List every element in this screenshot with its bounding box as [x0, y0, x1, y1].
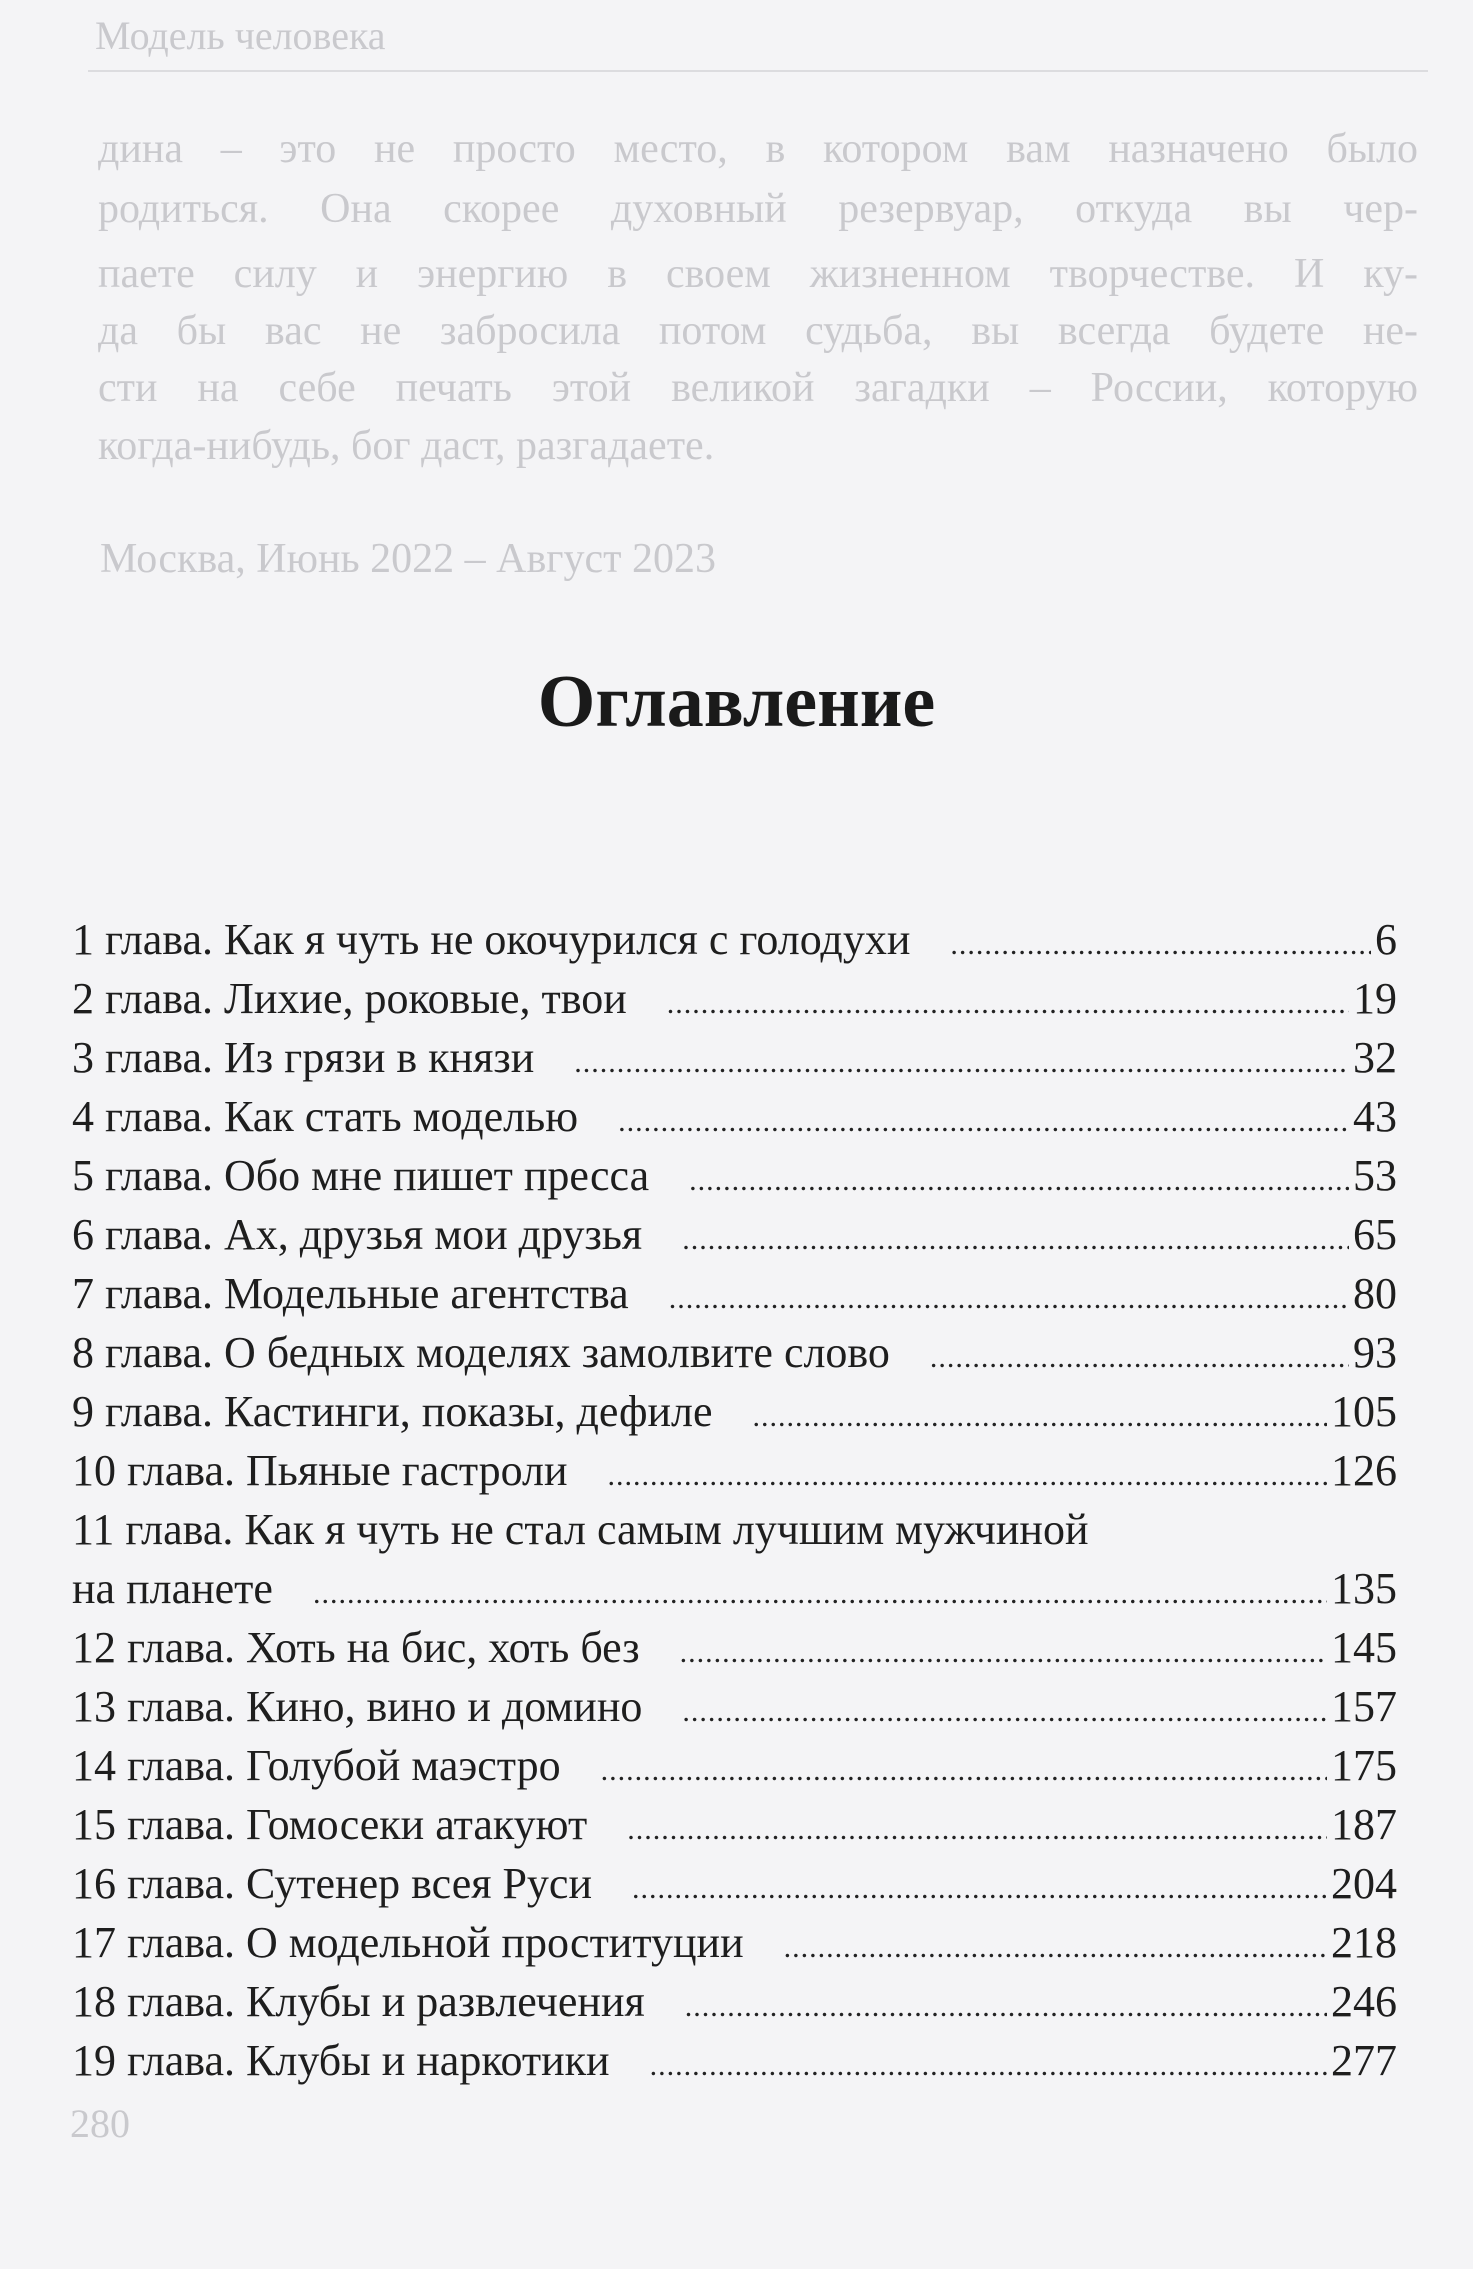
toc-page-number: 175 — [1331, 1741, 1397, 1790]
toc-entry-line — [72, 1500, 1397, 1559]
toc-entry-label: 17 глава. О модельной проституции — [72, 1918, 744, 1967]
toc-entry-label: 14 глава. Голубой маэстро — [72, 1741, 561, 1790]
toc-entry[interactable] — [72, 1323, 1397, 1382]
toc-entry-label: 8 глава. О бедных моделях замолвите слово — [72, 1328, 890, 1377]
dot-leader — [608, 1446, 1327, 1505]
toc-page-number: 187 — [1331, 1800, 1397, 1849]
dot-leader — [667, 974, 1349, 1033]
toc-entry-label: 5 глава. Обо мне пишет пресса — [72, 1151, 650, 1200]
bleed-running-header: Модель человека — [95, 13, 386, 58]
bleed-header-rule — [88, 70, 1428, 72]
bleed-line: да бы вас не забросила потом судьба, вы всегда будете не- — [98, 308, 1418, 354]
toc-entry-label: на планете — [72, 1564, 273, 1613]
dot-leader — [685, 1977, 1327, 2036]
toc-entry[interactable] — [72, 1972, 1397, 2031]
toc-entry[interactable] — [72, 1913, 1397, 1972]
toc-entry[interactable] — [72, 1264, 1397, 1323]
dot-leader — [313, 1564, 1327, 1623]
table-of-contents — [72, 910, 1397, 2090]
dot-leader — [689, 1151, 1349, 1210]
dot-leader — [574, 1033, 1349, 1092]
dot-leader — [682, 1210, 1349, 1269]
toc-entry-label: 3 глава. Из грязи в князи — [72, 1033, 535, 1082]
dot-leader — [650, 2036, 1327, 2095]
toc-page-number: 19 — [1353, 974, 1397, 1023]
dot-leader — [784, 1918, 1327, 1977]
toc-title: Оглавление — [537, 661, 936, 743]
toc-entry[interactable] — [72, 1559, 1397, 1618]
dot-leader — [680, 1623, 1327, 1682]
toc-page-number: 93 — [1353, 1328, 1397, 1377]
toc-entry-label: 12 глава. Хоть на бис, хоть без — [72, 1623, 640, 1672]
toc-entry[interactable] — [72, 1382, 1397, 1441]
toc-entry[interactable] — [72, 1087, 1397, 1146]
toc-page-number: 204 — [1331, 1859, 1397, 1908]
dot-leader — [632, 1859, 1327, 1918]
toc-page-number: 218 — [1331, 1918, 1397, 1967]
toc-entry[interactable] — [72, 1146, 1397, 1205]
toc-page-number: 126 — [1331, 1446, 1397, 1495]
bleed-line: сти на себе печать этой великой загадки – России, которую — [98, 365, 1418, 411]
toc-entry-label: 9 глава. Кастинги, показы, дефиле — [72, 1387, 713, 1436]
toc-page-number: 157 — [1331, 1682, 1397, 1731]
dot-leader — [753, 1387, 1328, 1446]
toc-entry[interactable] — [72, 969, 1397, 1028]
toc-entry-label: 2 глава. Лихие, роковые, твои — [72, 974, 627, 1023]
toc-page-number: 246 — [1331, 1977, 1397, 2026]
toc-entry-label: 16 глава. Сутенер всея Руси — [72, 1859, 593, 1908]
toc-page-number: 135 — [1331, 1564, 1397, 1613]
toc-page-number: 65 — [1353, 1210, 1397, 1259]
toc-entry-label: 6 глава. Ах, друзья мои друзья — [72, 1210, 643, 1259]
toc-entry-label: 7 глава. Модельные агентства — [72, 1269, 629, 1318]
toc-page-number: 80 — [1353, 1269, 1397, 1318]
dot-leader — [682, 1682, 1327, 1741]
dot-leader — [930, 1328, 1349, 1387]
toc-entry[interactable] — [72, 1736, 1397, 1795]
bleed-line: когда-нибудь, бог даст, разгадаете. — [98, 423, 715, 469]
toc-page-number: 53 — [1353, 1151, 1397, 1200]
dot-leader — [601, 1741, 1327, 1800]
bleed-line: дина – это не просто место, в котором вам назначено было — [98, 126, 1418, 172]
bleed-line: родиться. Она скорее духовный резервуар, откуда вы чер- — [98, 186, 1418, 232]
toc-entry[interactable] — [72, 910, 1397, 969]
toc-entry[interactable] — [72, 1205, 1397, 1264]
toc-entry[interactable] — [72, 1854, 1397, 1913]
bleed-date: Москва, Июнь 2022 – Август 2023 — [100, 536, 717, 582]
toc-entry[interactable] — [72, 2031, 1397, 2090]
toc-entry-label: 15 глава. Гомосеки атакуют — [72, 1800, 588, 1849]
dot-leader — [618, 1092, 1349, 1151]
bleed-page-number: 280 — [70, 2101, 130, 2146]
toc-entry-label: 18 глава. Клубы и развлечения — [72, 1977, 645, 2026]
toc-page-number: 145 — [1331, 1623, 1397, 1672]
dot-leader — [627, 1800, 1327, 1859]
toc-page-number: 43 — [1353, 1092, 1397, 1141]
toc-entry[interactable] — [72, 1795, 1397, 1854]
toc-entry[interactable] — [72, 1028, 1397, 1087]
toc-entry-label: 1 глава. Как я чуть не окочурился с голодухи — [72, 915, 911, 964]
bleed-line: паете силу и энергию в своем жизненном творчестве. И ку- — [98, 251, 1418, 297]
dot-leader — [669, 1269, 1349, 1328]
toc-page-number: 6 — [1375, 915, 1397, 964]
toc-page-number: 105 — [1331, 1387, 1397, 1436]
toc-entry[interactable] — [72, 1618, 1397, 1677]
toc-entry-label: 10 глава. Пьяные гастроли — [72, 1446, 568, 1495]
toc-entry-label: 13 глава. Кино, вино и домино — [72, 1682, 643, 1731]
toc-entry[interactable] — [72, 1441, 1397, 1500]
toc-page-number: 277 — [1331, 2036, 1397, 2085]
toc-entry[interactable] — [72, 1677, 1397, 1736]
toc-page-number: 32 — [1353, 1033, 1397, 1082]
dot-leader — [950, 915, 1371, 974]
toc-entry-label: 4 глава. Как стать моделью — [72, 1092, 579, 1141]
toc-entry-label: 19 глава. Клубы и наркотики — [72, 2036, 610, 2085]
toc-entry-label: 11 глава. Как я чуть не стал самым лучшим мужчиной — [72, 1505, 1089, 1554]
